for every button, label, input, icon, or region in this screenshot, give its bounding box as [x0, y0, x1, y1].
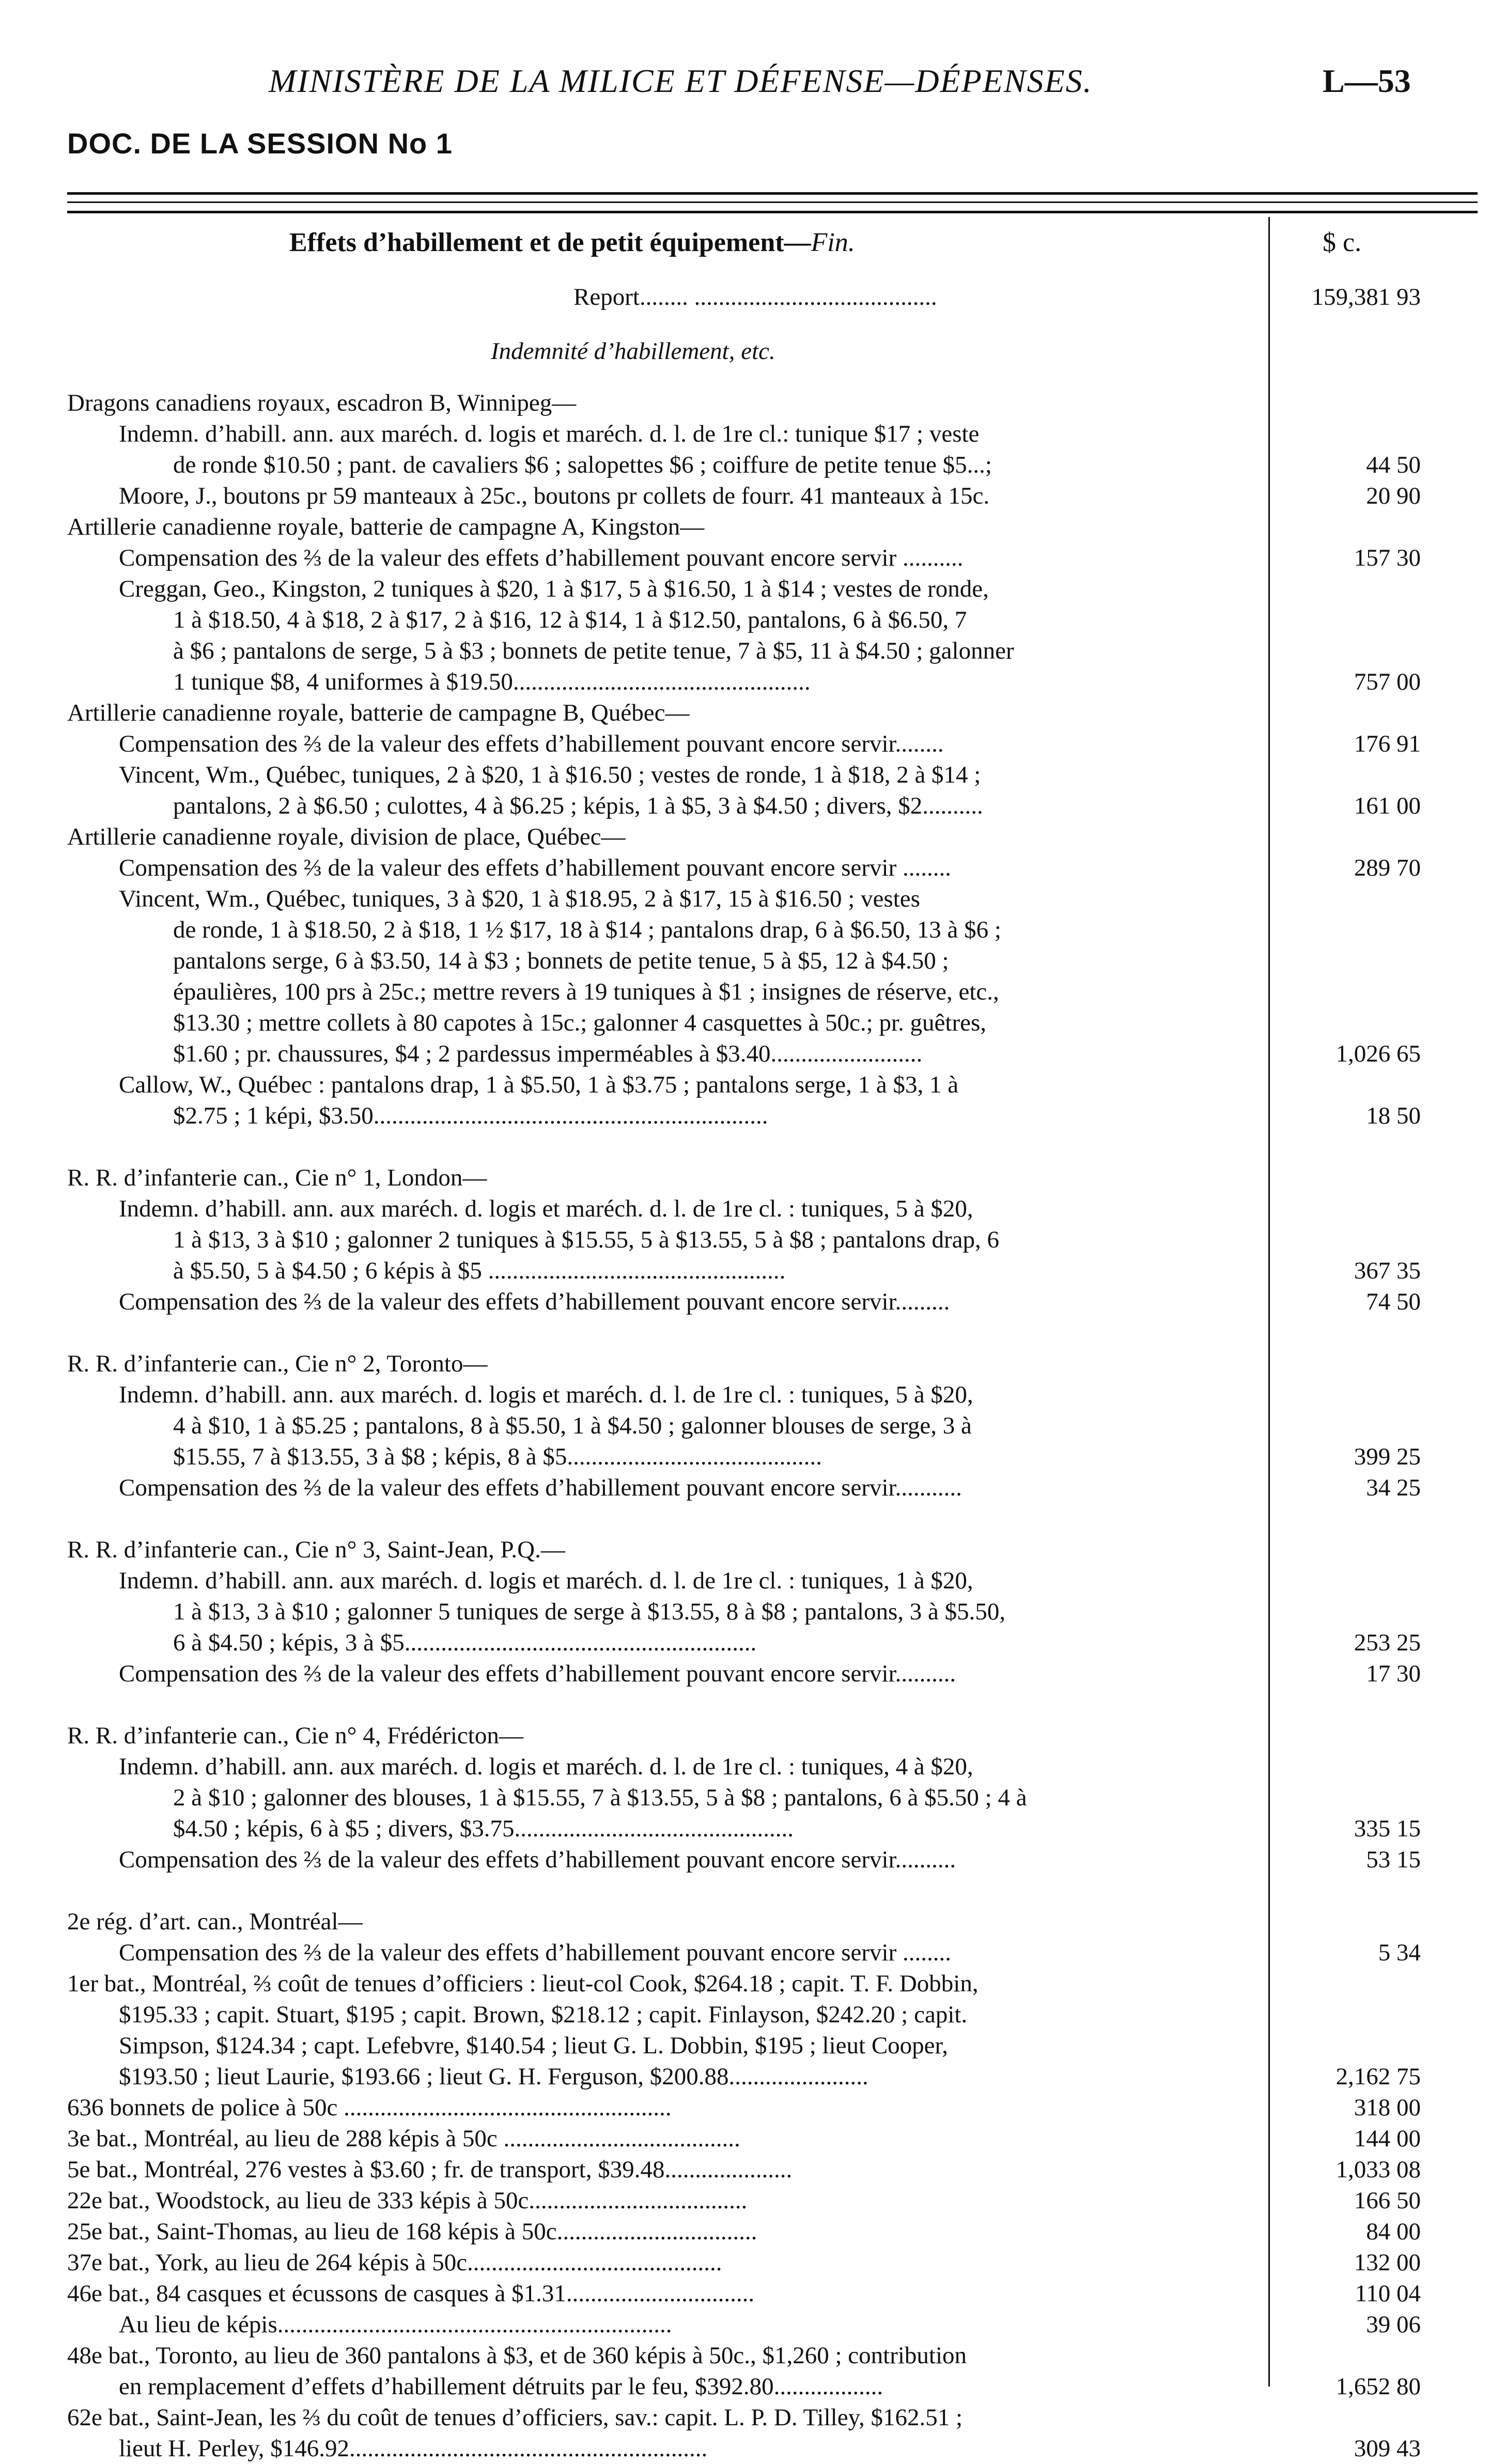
- amount-cell: 84 00: [1366, 2218, 1421, 2245]
- entry-line: $15.55, 7 à $13.55, 3 à $8 ; képis, 8 à $5..........................................: [173, 1443, 822, 1470]
- entry-line: 1er bat., Montréal, ⅔ coût de tenues d’officiers : lieut-col Cook, $264.18 ; capit. T. F. Dobbin,: [67, 1970, 979, 1997]
- entry-line: Indemnité d’habillement, etc.: [491, 338, 775, 365]
- amount-cell: 20 90: [1366, 482, 1421, 509]
- entry-line: Indemn. d’habill. ann. aux maréch. d. logis et maréch. d. l. de 1re cl. : tuniques, 5 à $20,: [119, 1195, 973, 1222]
- amount-cell: 318 00: [1354, 2094, 1421, 2121]
- entry-line: 2e rég. d’art. can., Montréal—: [67, 1908, 363, 1935]
- entry-line: R. R. d’infanterie can., Cie n° 3, Saint-Jean, P.Q.—: [67, 1536, 565, 1563]
- amount-cell: 132 00: [1354, 2249, 1421, 2276]
- entry-line: Artillerie canadienne royale, division de place, Québec—: [67, 823, 626, 850]
- entry-line: 37e bat., York, au lieu de 264 képis à 50c..........................................: [67, 2249, 722, 2276]
- header-rule-middle: [67, 201, 1478, 203]
- entry-line: 4 à $10, 1 à $5.25 ; pantalons, 8 à $5.50, 1 à $4.50 ; galonner blouses de serge, 3 à: [173, 1412, 972, 1439]
- currency-header: $ c.: [1323, 228, 1362, 257]
- entry-line: 6 à $4.50 ; képis, 3 à $5..........................................................: [173, 1629, 757, 1656]
- entry-line: 22e bat., Woodstock, au lieu de 333 képis à 50c....................................: [67, 2187, 748, 2214]
- entry-line: 1 tunique $8, 4 uniformes à $19.50.................................................: [173, 668, 811, 695]
- amount-cell: 176 91: [1354, 730, 1421, 757]
- entry-line: Indemn. d’habill. ann. aux maréch. d. logis et maréch. d. l. de 1re cl. : tuniques, 4 à $20,: [119, 1753, 973, 1780]
- amount-cell: 110 04: [1355, 2280, 1421, 2307]
- entry-line: Compensation des ⅔ de la valeur des effets d’habillement pouvant encore servir ........: [119, 1939, 952, 1966]
- table-title-suffix: Fin.: [811, 228, 855, 257]
- entry-line: à $5.50, 5 à $4.50 ; 6 képis à $5 .................................................: [173, 1257, 786, 1284]
- entry-line: 2 à $10 ; galonner des blouses, 1 à $15.55, 7 à $13.55, 5 à $8 ; pantalons, 6 à $5.50 ; 4 à: [173, 1784, 1027, 1811]
- amount-cell: 757 00: [1354, 668, 1421, 695]
- amount-cell: 289 70: [1354, 854, 1421, 881]
- amount-cell: 309 43: [1354, 2435, 1421, 2462]
- entry-line: Artillerie canadienne royale, batterie de campagne B, Québec—: [67, 699, 690, 726]
- entry-line: R. R. d’infanterie can., Cie n° 2, Toronto—: [67, 1350, 488, 1377]
- entry-line: de ronde, 1 à $18.50, 2 à $18, 1 ½ $17, 18 à $14 ; pantalons drap, 6 à $6.50, 13 à $6 ;: [173, 916, 1001, 943]
- entry-line: 46e bat., 84 casques et écussons de casques à $1.31...............................: [67, 2280, 755, 2307]
- entry-line: Simpson, $124.34 ; capt. Lefebvre, $140.54 ; lieut G. L. Dobbin, $195 ; lieut Cooper,: [119, 2032, 949, 2059]
- amount-cell: 166 50: [1354, 2187, 1421, 2214]
- entry-line: en remplacement d’effets d’habillement détruits par le feu, $392.80..................: [119, 2373, 883, 2400]
- amount-cell: 367 35: [1354, 1257, 1421, 1284]
- entry-line: pantalons, 2 à $6.50 ; culottes, 4 à $6.25 ; képis, 1 à $5, 3 à $4.50 ; divers, $2..........: [173, 792, 983, 819]
- amount-cell: 39 06: [1366, 2311, 1421, 2338]
- entry-line: Compensation des ⅔ de la valeur des effets d’habillement pouvant encore servir..........: [119, 1846, 956, 1873]
- entry-line: 25e bat., Saint-Thomas, au lieu de 168 képis à 50c.................................: [67, 2218, 757, 2245]
- entry-line: de ronde $10.50 ; pant. de cavaliers $6 ; salopettes $6 ; coiffure de petite tenue $5...;: [173, 451, 992, 478]
- entry-line: Compensation des ⅔ de la valeur des effets d’habillement pouvant encore servir.........: [119, 1288, 950, 1315]
- entry-line: 3e bat., Montréal, au lieu de 288 képis à 50c .......................................: [67, 2125, 740, 2152]
- entry-line: Indemn. d’habill. ann. aux maréch. d. logis et maréch. d. l. de 1re cl. : tuniques, 5 à $20,: [119, 1381, 973, 1408]
- entry-line: $193.50 ; lieut Laurie, $193.66 ; lieut G. H. Ferguson, $200.88.......................: [119, 2063, 868, 2090]
- entry-line: Vincent, Wm., Québec, tuniques, 3 à $20, 1 à $18.95, 2 à $17, 15 à $16.50 ; vestes: [119, 885, 920, 912]
- table-title-main: Effets d’habillement et de petit équipement—: [289, 228, 811, 257]
- entry-line: Compensation des ⅔ de la valeur des effets d’habillement pouvant encore servir ........: [119, 854, 952, 881]
- amount-cell: 157 30: [1354, 544, 1421, 571]
- entry-line: épaulières, 100 prs à 25c.; mettre revers à 19 tuniques à $1 ; insignes de réserve, etc.,: [173, 978, 999, 1005]
- entry-line: Dragons canadiens royaux, escadron B, Winnipeg—: [67, 389, 577, 416]
- table-title: [289, 227, 855, 258]
- entry-line: $4.50 ; képis, 6 à $5 ; divers, $3.75..............................................: [173, 1815, 794, 1842]
- amount-cell: 161 00: [1354, 792, 1421, 819]
- entry-line: à $6 ; pantalons de serge, 5 à $3 ; bonnets de petite tenue, 7 à $5, 11 à $4.50 ; galonner: [173, 637, 1014, 664]
- entry-line: Moore, J., boutons pr 59 manteaux à 25c., boutons pr collets de fourr. 41 manteaux à 15c.: [119, 482, 990, 509]
- entry-line: 636 bonnets de police à 50c ......................................................: [67, 2094, 672, 2121]
- amount-cell: 399 25: [1354, 1443, 1421, 1470]
- amount-cell: 253 25: [1354, 1629, 1421, 1656]
- entry-line: Compensation des ⅔ de la valeur des effets d’habillement pouvant encore servir........: [119, 730, 944, 757]
- doc-session-label: DOC. DE LA SESSION No 1: [67, 127, 453, 160]
- amount-cell: 74 50: [1366, 1288, 1421, 1315]
- entry-line: Callow, W., Québec : pantalons drap, 1 à $5.50, 1 à $3.75 ; pantalons serge, 1 à $3, 1 à: [119, 1071, 959, 1098]
- entry-line: Compensation des ⅔ de la valeur des effets d’habillement pouvant encore servir..........: [119, 1660, 956, 1687]
- entry-line: 1 à $18.50, 4 à $18, 2 à $17, 2 à $16, 12 à $14, 1 à $12.50, pantalons, 6 à $6.50, 7: [173, 606, 967, 633]
- amount-cell: 144 00: [1354, 2125, 1421, 2152]
- entry-line: 48e bat., Toronto, au lieu de 360 pantalons à $3, et de 360 képis à 50c., $1,260 ; contribution: [67, 2342, 967, 2369]
- entry-line: Au lieu de képis.................................................................: [119, 2311, 672, 2338]
- amount-cell: 44 50: [1366, 451, 1421, 478]
- amount-cell: 1,026 65: [1336, 1040, 1421, 1067]
- entry-line: Indemn. d’habill. ann. aux maréch. d. logis et maréch. d. l. de 1re cl.: tunique $17 ; veste: [119, 420, 980, 447]
- entry-line: lieut H. Perley, $146.92...........................................................: [119, 2435, 708, 2462]
- entry-line: pantalons serge, 6 à $3.50, 14 à $3 ; bonnets de petite tenue, 5 à $5, 12 à $4.50 ;: [173, 947, 949, 974]
- header-rule-top: [67, 192, 1478, 195]
- entry-line: Creggan, Geo., Kingston, 2 tuniques à $20, 1 à $17, 5 à $16.50, 1 à $14 ; vestes de ronde,: [119, 575, 989, 602]
- amount-cell: 335 15: [1354, 1815, 1421, 1842]
- amount-cell: 2,162 75: [1336, 2063, 1421, 2090]
- amount-cell: 1,033 08: [1336, 2156, 1421, 2183]
- amount-cell: 1,652 80: [1336, 2373, 1421, 2400]
- amount-cell: 18 50: [1366, 1102, 1421, 1129]
- entry-line: Compensation des ⅔ de la valeur des effets d’habillement pouvant encore servir ..........: [119, 544, 964, 571]
- entry-line: $195.33 ; capit. Stuart, $195 ; capit. Brown, $218.12 ; capit. Finlayson, $242.20 ; capit.: [119, 2001, 968, 2028]
- entry-line: $2.75 ; 1 képi, $3.50.................................................................: [173, 1102, 768, 1129]
- entry-line: 1 à $13, 3 à $10 ; galonner 2 tuniques à $15.55, 5 à $13.55, 5 à $8 ; pantalons drap, 6: [173, 1226, 1000, 1253]
- running-title: MINISTÈRE DE LA MILICE ET DÉFENSE—DÉPENSES.: [269, 63, 1093, 99]
- amount-column-divider: [1268, 217, 1270, 2387]
- amount-cell: 159,381 93: [1311, 284, 1421, 310]
- entry-line: Indemn. d’habill. ann. aux maréch. d. logis et maréch. d. l. de 1re cl. : tuniques, 1 à $20,: [119, 1567, 973, 1594]
- entry-line: R. R. d’infanterie can., Cie n° 1, London—: [67, 1164, 487, 1191]
- entry-line: Report........ ........................................: [573, 284, 937, 310]
- entry-line: 62e bat., Saint-Jean, les ⅔ du coût de tenues d’officiers, sav.: capit. L. P. D. Tilley, $162.51 ;: [67, 2404, 963, 2431]
- amount-cell: 5 34: [1378, 1939, 1421, 1966]
- entry-line: $1.60 ; pr. chaussures, $4 ; 2 pardessus imperméables à $3.40.........................: [173, 1040, 923, 1067]
- amount-cell: 17 30: [1366, 1660, 1421, 1687]
- page-number: L—53: [1323, 63, 1411, 99]
- entry-line: R. R. d’infanterie can., Cie n° 4, Frédéricton—: [67, 1722, 523, 1749]
- entry-line: $13.30 ; mettre collets à 80 capotes à 15c.; galonner 4 casquettes à 50c.; pr. guêtres,: [173, 1009, 986, 1036]
- entry-line: Vincent, Wm., Québec, tuniques, 2 à $20, 1 à $16.50 ; vestes de ronde, 1 à $18, 2 à $14 ;: [119, 761, 981, 788]
- amount-cell: 53 15: [1366, 1846, 1421, 1873]
- entry-line: 1 à $13, 3 à $10 ; galonner 5 tuniques de serge à $13.55, 8 à $8 ; pantalons, 3 à $5.50,: [173, 1598, 1006, 1625]
- header-rule-bottom: [67, 211, 1478, 213]
- entry-line: 5e bat., Montréal, 276 vestes à $3.60 ; fr. de transport, $39.48.....................: [67, 2156, 793, 2183]
- entry-line: Artillerie canadienne royale, batterie de campagne A, Kingston—: [67, 513, 705, 540]
- entry-line: Compensation des ⅔ de la valeur des effets d’habillement pouvant encore servir...........: [119, 1474, 962, 1501]
- amount-cell: 34 25: [1366, 1474, 1421, 1501]
